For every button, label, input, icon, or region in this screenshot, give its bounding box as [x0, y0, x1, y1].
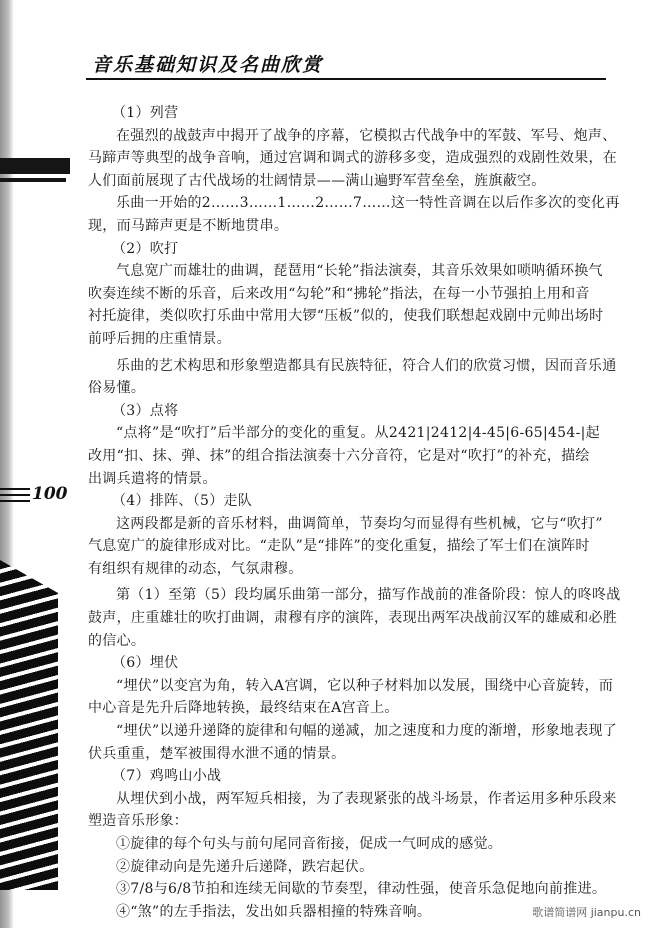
text-line: 从埋伏到小战，两军短兵相接，为了表现紧张的战斗场景，作者运用多种乐段来 — [116, 790, 617, 807]
text-line: 出调兵遣将的情景。 — [88, 470, 217, 487]
text-line: 中心音是先升后降地转换，最终结束在A宫音上。 — [88, 700, 399, 717]
text-line: 吹奏连续不断的乐音，后来改用“勾轮”和“拂轮”指法，在每一小节强拍上用和音 — [88, 285, 590, 302]
text-line: 的信心。 — [88, 632, 146, 649]
text-line: 乐曲的艺术构思和形象塑造都具有民族特征，符合人们的欣赏习惯，因而音乐通 — [116, 357, 617, 374]
body-text — [88, 102, 621, 923]
text-line: ②旋律动向是先递升后递降，跌宕起伏。 — [116, 858, 374, 875]
text-line: “埋伏”以递升递降的旋律和句幅的递减，加之速度和力度的渐增，形象地表现了 — [116, 723, 618, 740]
section-heading: （7）鸡鸣山小战 — [112, 768, 222, 785]
page-number: 100 — [32, 484, 68, 504]
running-header-title: 音乐基础知识及名曲欣赏 — [92, 54, 324, 76]
text-line: ③7/8与6/8节拍和连续无间歇的节奏型，律动性强，使音乐急促地向前推进。 — [116, 881, 607, 898]
text-line: 气息宽广而雄壮的曲调，琵琶用“长轮”指法演奏，其音乐效果如唢呐循环换气 — [116, 263, 603, 280]
text-line: “埋伏”以变宫为角，转入A宫调，它以种子材料加以发展，围绕中心音旋转，而 — [116, 677, 614, 694]
section-heading: （4）排阵、（5）走队 — [112, 493, 253, 510]
header-side-bar — [0, 158, 70, 174]
section-heading: （3）点将 — [112, 402, 179, 419]
decorative-side-stripes — [0, 560, 58, 890]
text-line: 马蹄声等典型的战争音响，通过宫调和调式的游移多变，造成强烈的戏剧性效果，在 — [88, 150, 618, 167]
text-line: “点将”是“吹打”后半部分的变化的重复。从2421|2412|4-45|6-65|454-|起 — [116, 425, 600, 442]
text-line: 人们面前展现了古代战场的壮阔情景——满山遍野军营垒垒，旌旗蔽空。 — [88, 172, 546, 189]
text-line: 俗易懂。 — [88, 380, 146, 397]
text-line: 现，而马蹄声更是不断地贯串。 — [88, 217, 289, 234]
site-watermark: 歌谱简谱网 jianpu.cn — [532, 906, 641, 919]
section-heading: （6）埋伏 — [112, 655, 179, 672]
header-rule — [86, 78, 606, 80]
section-heading: （2）吹打 — [112, 240, 179, 257]
text-line: 有组织有规律的动态，气氛肃穆。 — [88, 560, 303, 577]
text-line: 改用“扣、抹、弹、抹”的组合指法演奏十六分音符，它是对“吹打”的补充，描绘 — [88, 447, 590, 464]
text-line: 气息宽广的旋律形成对比。“走队”是“排阵”的变化重复，描绘了军士们在演阵时 — [88, 538, 590, 555]
text-line: ④“煞”的左手指法，发出如兵器相撞的特殊音响。 — [116, 903, 432, 920]
text-line: 伏兵重重，楚军被围得水泄不通的情景。 — [88, 745, 346, 762]
header-side-bar-thin — [0, 178, 66, 182]
text-line: 鼓声，庄重雄壮的吹打曲调，肃穆有序的演阵，表现出两军决战前汉军的雄威和必胜 — [88, 610, 618, 627]
text-line: 衬托旋律，类似吹打乐曲中常用大锣“压板”似的，使我们联想起戏剧中元帅出场时 — [88, 308, 604, 325]
text-line: 第（1）至第（5）段均属乐曲第一部分，描写作战前的准备阶段：惊人的咚咚战 — [116, 587, 621, 604]
section-heading: （1）列营 — [112, 105, 179, 121]
text-line: 在强烈的战鼓声中揭开了战争的序幕，它模拟古代战争中的军鼓、军号、炮声、 — [116, 127, 617, 144]
text-line: 塑造音乐形象： — [88, 813, 189, 830]
text-line: 乐曲一开始的2……3……1……2……7……这一特性音调在以后作多次的变化再 — [116, 195, 620, 212]
text-line: 前呼后拥的庄重情景。 — [88, 330, 231, 347]
text-line: ①旋律的每个句头与前句尾同音衔接，促成一气呵成的感觉。 — [116, 836, 503, 852]
text-line: 这两段都是新的音乐材料，曲调简单，节奏均匀而显得有些机械，它与“吹打” — [116, 515, 603, 532]
page-number-block — [0, 484, 70, 508]
